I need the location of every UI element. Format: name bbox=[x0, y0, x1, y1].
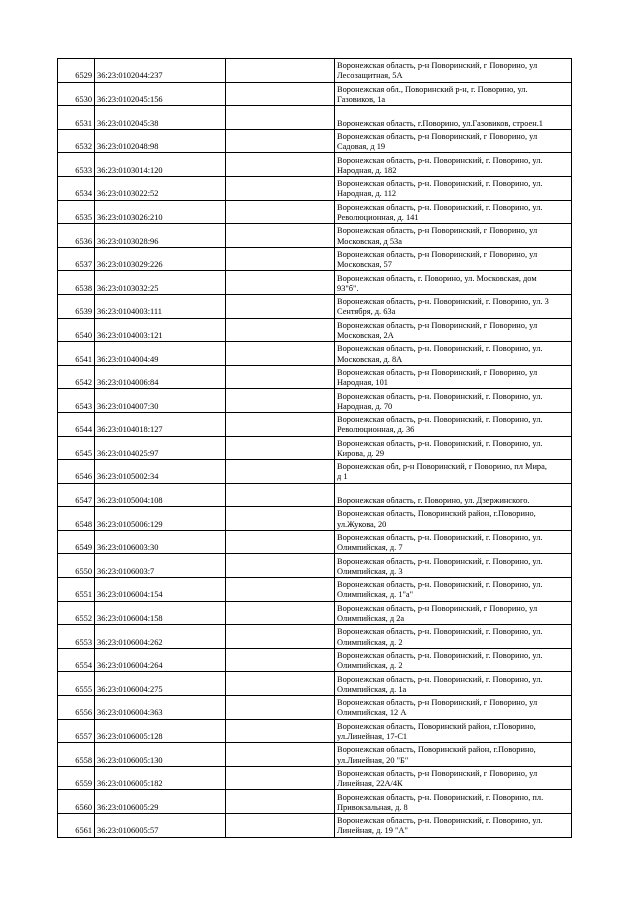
cadastral-number-cell: 36:23:0103029:226 bbox=[95, 247, 226, 271]
empty-cell bbox=[226, 389, 335, 413]
table-row bbox=[58, 672, 572, 696]
row-number-cell: 6532 bbox=[58, 129, 95, 153]
address-cell: Воронежская область, р-н. Поворинский, г. Поворино, ул. Олимпийская, д. 1а bbox=[335, 672, 572, 696]
registry-table-body bbox=[58, 59, 572, 838]
cadastral-number-cell: 36:23:0106005:57 bbox=[95, 814, 226, 838]
empty-cell bbox=[226, 719, 335, 743]
cadastral-number-cell: 36:23:0106005:130 bbox=[95, 743, 226, 767]
table-row bbox=[58, 790, 572, 814]
cadastral-number-cell: 36:23:0103028:96 bbox=[95, 224, 226, 248]
table-row bbox=[58, 696, 572, 720]
empty-cell bbox=[226, 436, 335, 460]
cadastral-number-cell: 36:23:0106005:182 bbox=[95, 766, 226, 790]
address-cell: Воронежская область, р-н Поворинский, г Поворино, ул Московская, 57 bbox=[335, 247, 572, 271]
address-cell: Воронежская область, р-н. Поворинский, г. Поворино, ул. Московская, д. 8А bbox=[335, 342, 572, 366]
empty-cell bbox=[226, 766, 335, 790]
cadastral-number-cell: 36:23:0104007:30 bbox=[95, 389, 226, 413]
row-number-cell: 6539 bbox=[58, 294, 95, 318]
row-number-cell: 6543 bbox=[58, 389, 95, 413]
table-row bbox=[58, 719, 572, 743]
cadastral-number-cell: 36:23:0106004:154 bbox=[95, 578, 226, 602]
cadastral-number-cell: 36:23:0103026:210 bbox=[95, 200, 226, 224]
row-number-cell: 6529 bbox=[58, 59, 95, 83]
table-row bbox=[58, 176, 572, 200]
cadastral-number-cell: 36:23:0106005:128 bbox=[95, 719, 226, 743]
cadastral-number-cell: 36:23:0102048:98 bbox=[95, 129, 226, 153]
table-row bbox=[58, 271, 572, 295]
table-row bbox=[58, 129, 572, 153]
address-cell: Воронежская область, г. Поворино, ул. Дзержинского. bbox=[335, 483, 572, 507]
cadastral-number-cell: 36:23:0102044:237 bbox=[95, 59, 226, 83]
row-number-cell: 6558 bbox=[58, 743, 95, 767]
address-cell: Воронежская область, р-н. Поворинский, г. Поворино, ул. Народная, д. 182 bbox=[335, 153, 572, 177]
empty-cell bbox=[226, 365, 335, 389]
empty-cell bbox=[226, 342, 335, 366]
empty-cell bbox=[226, 625, 335, 649]
cadastral-number-cell: 36:23:0106003:7 bbox=[95, 554, 226, 578]
row-number-cell: 6540 bbox=[58, 318, 95, 342]
table-row bbox=[58, 318, 572, 342]
table-row bbox=[58, 483, 572, 507]
table-row bbox=[58, 436, 572, 460]
row-number-cell: 6554 bbox=[58, 648, 95, 672]
cadastral-number-cell: 36:23:0102045:38 bbox=[95, 106, 226, 130]
address-cell: Воронежская область, р-н Поворинский, г Поворино, ул Лесозащитная, 5А bbox=[335, 59, 572, 83]
address-cell: Воронежская область, р-н. Поворинский, г. Поворино, ул. Олимпийская, д. 1"а" bbox=[335, 578, 572, 602]
address-cell: Воронежская область, р-н. Поворинский, г. Поворино, ул. Олимпийская, д. 2 bbox=[335, 625, 572, 649]
empty-cell bbox=[226, 460, 335, 484]
empty-cell bbox=[226, 790, 335, 814]
address-cell: Воронежская область, р-н. Поворинский, г. Поворино, ул. Олимпийская, д. 3 bbox=[335, 554, 572, 578]
table-row bbox=[58, 342, 572, 366]
empty-cell bbox=[226, 271, 335, 295]
row-number-cell: 6545 bbox=[58, 436, 95, 460]
table-row bbox=[58, 82, 572, 106]
address-cell: Воронежская обл., Поворинский р-н, г. Поворино, ул. Газовиков, 1а bbox=[335, 82, 572, 106]
address-cell: Воронежская область, г. Поворино, ул. Московская, дом 93"б". bbox=[335, 271, 572, 295]
empty-cell bbox=[226, 247, 335, 271]
row-number-cell: 6552 bbox=[58, 601, 95, 625]
address-cell: Воронежская область, р-н Поворинский, г Поворино, ул Московская, д 53а bbox=[335, 224, 572, 248]
address-cell: Воронежская область, р-н Поворинский, г Поворино, ул Олимпийская, д 2а bbox=[335, 601, 572, 625]
cadastral-number-cell: 36:23:0106003:30 bbox=[95, 530, 226, 554]
table-row bbox=[58, 507, 572, 531]
empty-cell bbox=[226, 507, 335, 531]
cadastral-number-cell: 36:23:0104003:111 bbox=[95, 294, 226, 318]
cadastral-registry-table bbox=[57, 58, 572, 838]
cadastral-number-cell: 36:23:0102045:156 bbox=[95, 82, 226, 106]
row-number-cell: 6544 bbox=[58, 412, 95, 436]
row-number-cell: 6538 bbox=[58, 271, 95, 295]
row-number-cell: 6542 bbox=[58, 365, 95, 389]
cadastral-number-cell: 36:23:0106004:262 bbox=[95, 625, 226, 649]
empty-cell bbox=[226, 129, 335, 153]
address-cell: Воронежская область, р-н Поворинский, г Поворино, ул Линейная, 22А/4К bbox=[335, 766, 572, 790]
cadastral-number-cell: 36:23:0104004:49 bbox=[95, 342, 226, 366]
table-row bbox=[58, 365, 572, 389]
row-number-cell: 6537 bbox=[58, 247, 95, 271]
address-cell: Воронежская область, р-н. Поворинский, г. Поворино, ул. Революционная, д. 36 bbox=[335, 412, 572, 436]
cadastral-number-cell: 36:23:0103032:25 bbox=[95, 271, 226, 295]
row-number-cell: 6547 bbox=[58, 483, 95, 507]
address-cell: Воронежская область, р-н. Поворинский, г. Поворино, ул. Линейная, д. 19 "А" bbox=[335, 814, 572, 838]
row-number-cell: 6549 bbox=[58, 530, 95, 554]
address-cell: Воронежская область, р-н Поворинский, г Поворино, ул Московская, 2А bbox=[335, 318, 572, 342]
empty-cell bbox=[226, 743, 335, 767]
table-row bbox=[58, 200, 572, 224]
cadastral-number-cell: 36:23:0104025:97 bbox=[95, 436, 226, 460]
empty-cell bbox=[226, 200, 335, 224]
cadastral-number-cell: 36:23:0105006:129 bbox=[95, 507, 226, 531]
empty-cell bbox=[226, 483, 335, 507]
table-row bbox=[58, 578, 572, 602]
address-cell: Воронежская область, г.Поворино, ул.Газовиков, строен.1 bbox=[335, 106, 572, 130]
cadastral-number-cell: 36:23:0104006:84 bbox=[95, 365, 226, 389]
cadastral-number-cell: 36:23:0106004:275 bbox=[95, 672, 226, 696]
table-row bbox=[58, 743, 572, 767]
table-row bbox=[58, 389, 572, 413]
table-row bbox=[58, 648, 572, 672]
cadastral-number-cell: 36:23:0104003:121 bbox=[95, 318, 226, 342]
table-row bbox=[58, 294, 572, 318]
empty-cell bbox=[226, 318, 335, 342]
table-row bbox=[58, 766, 572, 790]
address-cell: Воронежская область, р-н. Поворинский, г. Поворино, пл. Привокзальная, д. 8 bbox=[335, 790, 572, 814]
table-row bbox=[58, 153, 572, 177]
row-number-cell: 6561 bbox=[58, 814, 95, 838]
cadastral-number-cell: 36:23:0103014:120 bbox=[95, 153, 226, 177]
address-cell: Воронежская область, р-н. Поворинский, г. Поворино, ул. Кирова, д. 29 bbox=[335, 436, 572, 460]
address-cell: Воронежская область, р-н Поворинский, г Поворино, ул Народная, 101 bbox=[335, 365, 572, 389]
empty-cell bbox=[226, 814, 335, 838]
empty-cell bbox=[226, 294, 335, 318]
row-number-cell: 6548 bbox=[58, 507, 95, 531]
cadastral-number-cell: 36:23:0106004:363 bbox=[95, 696, 226, 720]
empty-cell bbox=[226, 672, 335, 696]
empty-cell bbox=[226, 82, 335, 106]
table-row bbox=[58, 460, 572, 484]
cadastral-number-cell: 36:23:0105004:108 bbox=[95, 483, 226, 507]
row-number-cell: 6534 bbox=[58, 176, 95, 200]
cadastral-number-cell: 36:23:0103022:52 bbox=[95, 176, 226, 200]
address-cell: Воронежская обл, р-н Поворинский, г Поворино, пл Мира, д 1 bbox=[335, 460, 572, 484]
row-number-cell: 6546 bbox=[58, 460, 95, 484]
address-cell: Воронежская область, р-н. Поворинский, г. Поворино, ул. Революционная, д. 141 bbox=[335, 200, 572, 224]
row-number-cell: 6559 bbox=[58, 766, 95, 790]
address-cell: Воронежская область, Поворинский район, г.Поворино, ул.Жукова, 20 bbox=[335, 507, 572, 531]
table-row bbox=[58, 530, 572, 554]
cadastral-number-cell: 36:23:0106005:29 bbox=[95, 790, 226, 814]
table-row bbox=[58, 412, 572, 436]
address-cell: Воронежская область, р-н Поворинский, г Поворино, ул Садовая, д 19 bbox=[335, 129, 572, 153]
cadastral-number-cell: 36:23:0104018:127 bbox=[95, 412, 226, 436]
row-number-cell: 6535 bbox=[58, 200, 95, 224]
empty-cell bbox=[226, 696, 335, 720]
empty-cell bbox=[226, 554, 335, 578]
empty-cell bbox=[226, 412, 335, 436]
table-row bbox=[58, 601, 572, 625]
row-number-cell: 6560 bbox=[58, 790, 95, 814]
empty-cell bbox=[226, 530, 335, 554]
table-row bbox=[58, 554, 572, 578]
row-number-cell: 6550 bbox=[58, 554, 95, 578]
cadastral-number-cell: 36:23:0105002:34 bbox=[95, 460, 226, 484]
row-number-cell: 6531 bbox=[58, 106, 95, 130]
table-row bbox=[58, 59, 572, 83]
address-cell: Воронежская область, р-н. Поворинский, г. Поворино, ул. 3 Сентября, д. 63а bbox=[335, 294, 572, 318]
empty-cell bbox=[226, 648, 335, 672]
address-cell: Воронежская область, р-н. Поворинский, г. Поворино, ул. Олимпийская, д. 7 bbox=[335, 530, 572, 554]
table-row bbox=[58, 247, 572, 271]
address-cell: Воронежская область, р-н. Поворинский, г. Поворино, ул. Народная, д. 112 bbox=[335, 176, 572, 200]
cadastral-number-cell: 36:23:0106004:264 bbox=[95, 648, 226, 672]
row-number-cell: 6553 bbox=[58, 625, 95, 649]
empty-cell bbox=[226, 176, 335, 200]
empty-cell bbox=[226, 153, 335, 177]
row-number-cell: 6533 bbox=[58, 153, 95, 177]
row-number-cell: 6530 bbox=[58, 82, 95, 106]
address-cell: Воронежская область, р-н. Поворинский, г. Поворино, ул. Олимпийская, д. 2 bbox=[335, 648, 572, 672]
table-row bbox=[58, 224, 572, 248]
empty-cell bbox=[226, 224, 335, 248]
address-cell: Воронежская область, Поворинский район, г.Поворино, ул.Линейная, 20 "Б" bbox=[335, 743, 572, 767]
empty-cell bbox=[226, 59, 335, 83]
row-number-cell: 6541 bbox=[58, 342, 95, 366]
cadastral-number-cell: 36:23:0106004:158 bbox=[95, 601, 226, 625]
table-row bbox=[58, 106, 572, 130]
empty-cell bbox=[226, 578, 335, 602]
row-number-cell: 6536 bbox=[58, 224, 95, 248]
row-number-cell: 6557 bbox=[58, 719, 95, 743]
row-number-cell: 6551 bbox=[58, 578, 95, 602]
address-cell: Воронежская область, Поворинский район, г.Поворино, ул.Линейная, 17-С1 bbox=[335, 719, 572, 743]
row-number-cell: 6555 bbox=[58, 672, 95, 696]
empty-cell bbox=[226, 106, 335, 130]
address-cell: Воронежская область, р-н Поворинский, г Поворино, ул Олимпийская, 12 А bbox=[335, 696, 572, 720]
table-row bbox=[58, 625, 572, 649]
empty-cell bbox=[226, 601, 335, 625]
table-row bbox=[58, 814, 572, 838]
address-cell: Воронежская область, р-н. Поворинский, г. Поворино, ул. Народная, д. 70 bbox=[335, 389, 572, 413]
row-number-cell: 6556 bbox=[58, 696, 95, 720]
